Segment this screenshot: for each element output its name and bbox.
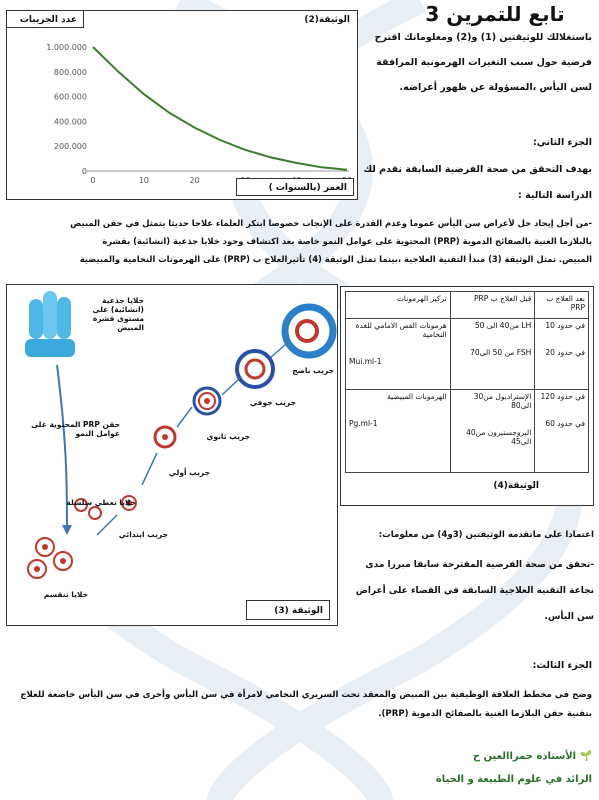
part3-text: [8, 686, 592, 724]
value-before: البروجستيرون من40 الى45: [466, 427, 532, 446]
dividing-cells-icon: [28, 538, 72, 578]
table-cell: [535, 389, 589, 472]
doc2-ylabel: عدد الجريبات: [6, 10, 84, 28]
footer-site: الرائد في علوم الطبيعة و الحياة: [435, 774, 592, 785]
stem-cell-label: خلايا جذعية (انشائية) على مستوى قشرة المبيض: [92, 296, 144, 332]
part2b-line: نجاعة التقنية العلاجية السابقة في القضاء على أعراض: [355, 586, 594, 596]
doc2-line-chart: [7, 11, 357, 199]
intro-line: لسن اليأس ،المسؤولة عن ظهور أعراضه.: [399, 82, 592, 93]
leaf-icon: 🌱: [579, 751, 592, 762]
doc4-hormone-table: [345, 291, 589, 473]
table-header: قبل العلاج ب PRP: [450, 292, 535, 319]
table-cell: [535, 319, 589, 390]
doc3-follicle-diagram: [7, 285, 337, 625]
part3-line: وضح في مخطط العلاقة الوظيفية بين المبيض والمعقد تحت السريري النخامي لامرأة في سن اليأس وأخرى في سن اليأس خاضعة للعلاج: [20, 690, 592, 700]
value-before: الإستراديول من30 الى80: [473, 391, 532, 410]
part3-line: بتقنية حقن البلازما الغنية بالصفائح الدموية (PRP).: [378, 709, 592, 719]
value-before: LH من40 الى 50: [474, 321, 532, 330]
doc2-xlabel: العمر (بالسنوات ): [236, 178, 354, 196]
part2b-line: سن اليأس.: [544, 612, 594, 622]
teacher-signature: [380, 751, 592, 762]
primary-label: جريب أولي: [168, 468, 210, 477]
part2-full-text: [8, 214, 592, 268]
part2-full-line: المبيض. تمثل الوثيقة (3) مبدأ التقنية العلاجية ،بينما تمثل الوثيقة (4) تأثيرالعلاج ب (PRP) على الهرمونات النخامية والمبيضية: [79, 254, 592, 264]
part2-line: بهدف التحقق من صحة الفرضية السابقة نقدم لك: [363, 164, 592, 175]
secondary-label: جريب ثانوي: [206, 432, 250, 441]
follicle-count-curve: [93, 47, 347, 170]
part2-full-line: -من أجل إيجاد حل لأعراض سن اليأس عموما وعدم القدرة على الإنجاب خصوصا ابتكر العلماء علاجا حديثا يتمثل في حقن المبيض: [70, 218, 592, 228]
doc4-frame: [340, 286, 594, 506]
value-after: في حدود 10: [545, 321, 585, 330]
part2b-lines: [340, 552, 594, 630]
y-tick-label: 0: [81, 167, 87, 176]
x-tick-label: 0: [90, 176, 96, 185]
part3-heading: الجزء الثالث:: [532, 660, 592, 671]
primary-follicle-icon: [155, 427, 175, 447]
value-after: في حدود 120: [540, 391, 585, 401]
doc2-chart-frame: [6, 10, 358, 200]
intro-line: باستغلالك للوثيقتين (1) و(2) ومعلوماتك اقترح: [374, 32, 592, 43]
first-cells-label: خلايا تعطي سلسلة: [66, 498, 136, 507]
dividing-cells-label: خلايا تنقسم: [43, 590, 88, 599]
page-title: تابع للتمرين 3: [425, 2, 565, 26]
table-cell: [346, 389, 451, 472]
stem-cells-icon: [25, 291, 75, 357]
doc2-caption: الوثيقة(2): [304, 15, 350, 25]
doc3-caption: الوثيقة (3): [246, 600, 330, 620]
doc4-caption: الوثيقة(4): [493, 481, 539, 491]
x-tick-label: 20: [189, 176, 200, 185]
part2-full-line: بالبلازما الغنية بالصفائح الدموية (PRP) المحتوية على عوامل النمو خاصة بعد اكتشاف وجود خلايا جذعية (انشائية) بقشرة: [102, 236, 592, 246]
hormone-group-name: هرمونات الفص الامامي للغدة النخامية: [355, 321, 447, 339]
table-cell: [450, 389, 535, 472]
table-header: بعد العلاج ب PRP: [535, 292, 589, 319]
part2b-heading: اعتمادا على ماتقدمه الوثيقتين (3و4) من معلومات:: [378, 530, 594, 540]
value-before: FSH من 50 الى70: [470, 348, 532, 357]
flow-arrow: [222, 379, 239, 395]
cavity-label: جريب جوفي: [249, 398, 296, 407]
mature-follicle-icon: [285, 307, 333, 355]
part2-heading: الجزء الثاني:: [533, 137, 592, 148]
hormone-unit: Mui.ml-1: [349, 357, 382, 366]
value-after: في حدود 20: [545, 348, 585, 357]
prp-label: حقن PRP المحتوية على عوامل النمو: [31, 420, 120, 438]
hormone-group-name: الهرمونات المبيضية: [387, 391, 447, 401]
flow-arrow: [177, 407, 192, 427]
table-row: [346, 389, 589, 472]
secondary-follicle-icon: [194, 388, 220, 414]
y-tick-label: 400.000: [53, 117, 87, 127]
table-cell: [450, 319, 535, 390]
primordial-label: جريب ابتدائي: [118, 530, 168, 539]
part2b-line: -تحقق من صحة الفرضية المقترحة سابقا مبرزا مدى: [365, 560, 594, 570]
intro-line: فرضية حول سبب التغيرات الهرمونية المرافقة: [376, 57, 592, 68]
part2-line: الدراسة التالية :: [517, 190, 592, 201]
table-cell: [346, 319, 451, 390]
x-tick-label: 10: [138, 176, 149, 185]
y-tick-label: 1.000.000: [46, 43, 87, 52]
teacher-name: الأستاذة حمراالعين ح: [472, 751, 577, 762]
intro-paragraph: [360, 25, 592, 100]
value-after: في حدود 60: [545, 418, 585, 428]
y-tick-label: 600.000: [53, 92, 87, 102]
hormone-unit: Pg.ml-1: [349, 418, 378, 428]
flow-arrow: [269, 343, 287, 359]
y-tick-label: 200.000: [53, 142, 87, 152]
doc3-diagram-frame: [6, 284, 338, 626]
table-header: تركيز الهرمونات: [346, 292, 451, 319]
y-tick-label: 800.000: [53, 67, 87, 77]
mature-label: جريب ناضج: [292, 366, 334, 375]
cavity-follicle-icon: [237, 351, 273, 387]
table-row: [346, 319, 589, 390]
